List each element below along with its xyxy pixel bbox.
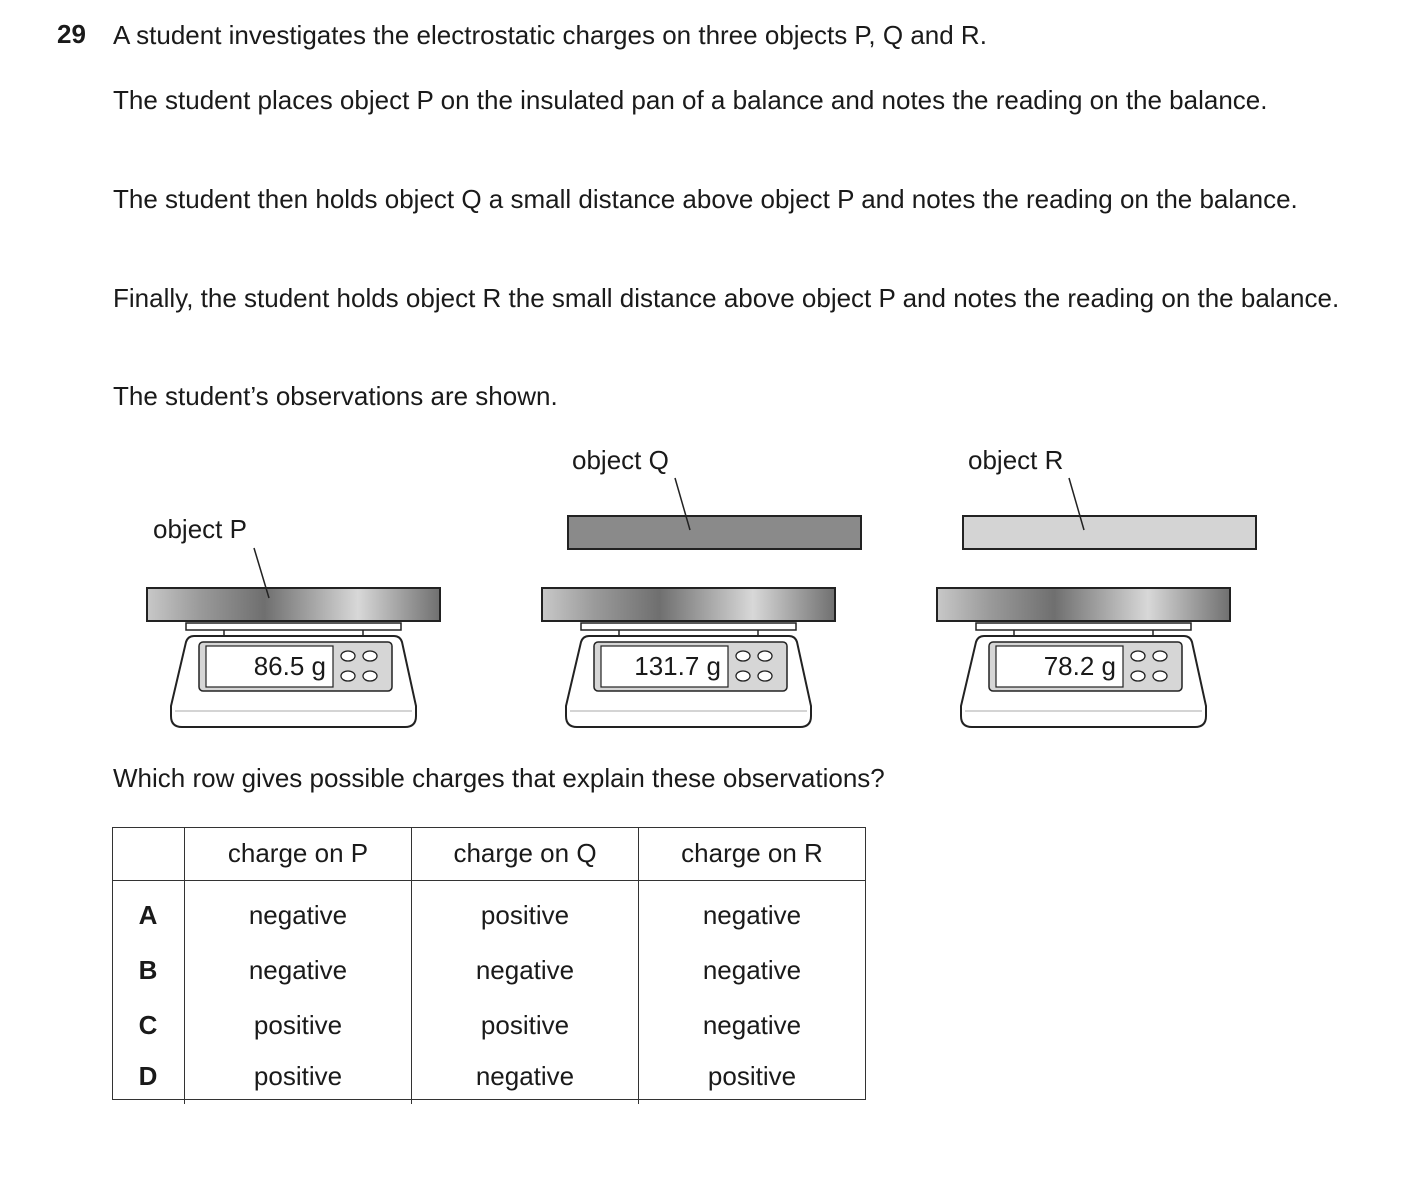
table-row[interactable] bbox=[112, 943, 865, 998]
paragraph-1: The student places object P on the insulated pan of a balance and notes the reading on the balance. bbox=[113, 85, 1268, 115]
paragraph-4: The student’s observations are shown. bbox=[113, 381, 558, 411]
table-row[interactable] bbox=[112, 998, 865, 1053]
question-intro: A student investigates the electrostatic charges on three objects P, Q and R. bbox=[113, 20, 987, 50]
cell-charge-q: positive bbox=[412, 998, 639, 1053]
cell-charge-q: positive bbox=[412, 881, 639, 944]
table-header-row bbox=[112, 827, 865, 881]
label-object-p: object P bbox=[153, 514, 247, 544]
row-label: A bbox=[112, 881, 185, 944]
balance-1 bbox=[147, 548, 440, 727]
header-charge-q: charge on Q bbox=[412, 827, 639, 881]
question-prompt: Which row gives possible charges that explain these observations? bbox=[113, 763, 885, 793]
paragraph-3: Finally, the student holds object R the small distance above object P and notes the reading on the balance. bbox=[113, 283, 1340, 313]
cell-charge-r: negative bbox=[702, 955, 802, 985]
cell-charge-p: positive bbox=[185, 1053, 412, 1104]
paragraph-2: The student then holds object Q a small distance above object P and notes the reading on the balance. bbox=[113, 184, 1298, 214]
table-row[interactable] bbox=[112, 881, 865, 944]
label-object-r: object R bbox=[968, 445, 1064, 475]
cell-charge-p: negative bbox=[185, 943, 412, 998]
cell-charge-r: positive bbox=[707, 1061, 797, 1091]
label-object-q: object Q bbox=[572, 445, 669, 475]
cell-charge-p: positive bbox=[185, 998, 412, 1053]
answer-table bbox=[112, 827, 865, 1104]
object-q bbox=[568, 516, 861, 549]
cell-charge-q: negative bbox=[412, 1053, 639, 1104]
row-label: C bbox=[112, 998, 185, 1053]
question-number: 29 bbox=[57, 19, 86, 49]
balance-1-reading: 86.5 g bbox=[253, 651, 326, 681]
cell-charge-p: negative bbox=[185, 881, 412, 944]
cell-charge-q: negative bbox=[412, 943, 639, 998]
balance-2-reading: 131.7 g bbox=[634, 651, 721, 681]
header-charge-r: charge on R bbox=[639, 827, 866, 881]
balance-3-reading: 78.2 g bbox=[1043, 651, 1116, 681]
header-charge-p: charge on P bbox=[185, 827, 412, 881]
cell-charge-r: negative bbox=[702, 1010, 802, 1040]
header-blank bbox=[112, 827, 185, 881]
table-row[interactable] bbox=[112, 1053, 865, 1104]
object-p bbox=[147, 588, 440, 621]
row-label: D bbox=[112, 1053, 185, 1104]
cell-charge-r: negative bbox=[702, 899, 802, 930]
row-label: B bbox=[112, 943, 185, 998]
object-r bbox=[963, 516, 1256, 549]
